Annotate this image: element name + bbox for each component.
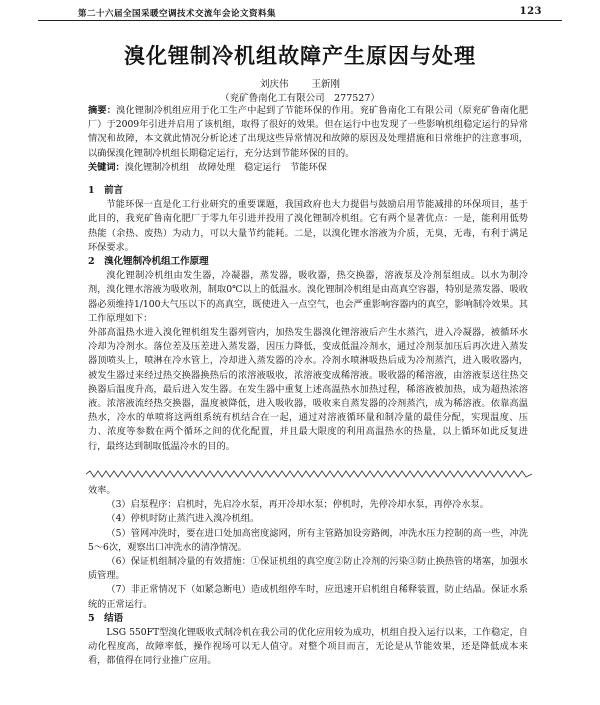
affiliation: （兖矿鲁南化工有限公司 277527） [220,93,380,104]
author-name: 王新刚 [311,79,341,90]
section-heading: 5 结语 [88,612,124,624]
section-heading: 1 前言 [88,185,124,196]
paragraph: 外部高温热水进入溴化锂机组发生器列管内，加热发生器溴化锂溶液后产生水蒸汽，进入冷凝器，被循环水冷却为冷剂水。落位差及压差进入蒸发器，因压力降低，变成低温冷剂水，通过冷剂泵加压后再次进入蒸发器顶喷头上，喷淋在冷水管上，冷却进入蒸发器的冷水。冷剂水喷淋吸热后成为冷剂蒸汽，进入吸收器内，被发生器过来经过热交换器换热后的浓溶液吸收，浓溶液变成稀溶液。吸收器的稀溶液，由溶液泵送往热交换器后温度升高，最后进入发生器。在发生器中重复上述高温热水加热过程，稀溶液被加热，成为超热浓溶液。浓溶液流经热交换器，温度被降低，进入吸收器，吸收来自蒸发器的冷剂蒸汽，成为稀溶液。依靠高温热水，冷水的单喷将这两组系统有机结合在一起，通过对溶液循环量和制冷量的最佳分配，实现温度、压力、浓度等参数在两个循环之间的优化配置，并且最大限度的利用高温热水的热量，以上循环如此反复进行，最终达到制取低温冷水的目的。 [88,327,528,452]
author-name: 刘庆伟 [259,79,289,90]
running-title: 第二十六届全国采暖空调技术交流年会论文资料集 [78,9,277,19]
body-tail [88,484,528,669]
paragraph: 溴化锂制冷机组由发生器，冷凝器，蒸发器，吸收器，热交换器，溶液泵及冷剂泵组成。以水为制冷剂，溴化锂水溶液为吸收剂，制取0℃以上的低温水。溴化锂制冷机组是由高真空容器，特别是蒸发器、吸收器必须维持1/100大气压以下的高真空，既使进入一点空气，也会严重影响容器内的真空，影响制冷效果。其工作原理如下： [88,270,528,324]
list-item: （3）启泵程序：启机时，先启冷水泵，再开冷却水泵；停机时，先停冷却水泵，再停冷水泵。 [106,499,489,511]
keywords-text: 溴化锂制冷机组 故障处理 稳定运行 节能环保 [124,162,327,173]
list-item: （4）停机时防止蒸汽进入溴冷机组。 [106,513,260,525]
paragraph: 效率。 [88,485,116,496]
authors [0,76,600,90]
paragraph: 节能环保一直是化工行业研究的重要课题，我国政府也大力提倡与鼓励启用节能减排的环保项目，基于此目的，我兖矿鲁南化肥厂于零九年引进并投用了溴化锂制冷机组。它有两个显著优点：一是，能利用低势热能（余热、废热）为动力，可以大量节约能耗。二是，以溴化锂水溶液为介质，无臭，无毒，有利于满足环保要求。 [88,199,528,253]
list-item: （5）管网冲洗时，要在进口处加高密度滤网，所有主管路加设旁路阀，冲洗水压力控制的高一些，冲洗5～6次，观察出口冲洗水的清净情况。 [88,527,528,553]
abstract [88,104,528,161]
running-header [38,6,562,21]
page-break-divider [86,470,532,478]
paper-title: 溴化锂制冷机组故障产生原因与处理 [124,43,476,68]
body-main [88,184,528,454]
abstract-label: 摘要： [88,105,117,116]
page-number: 123 [519,6,542,17]
abstract-text: 溴化锂制冷机组应用于化工生产中起到了节能环保的作用。兖矿鲁南化工有限公司（原兖矿鲁南化肥厂）于2009年引进并启用了该机组，取得了很好的效果。但在运行中也发现了一些影响机组稳定运行的异常情况和故障，本文就此情况分析论述了出现这些异常情况和故障的原因及处理措施和日常维护的注意事项，以确保溴化锂制冷机组长期稳定运行，充分达到节能环保的目的。 [88,105,529,159]
paragraph: LSG 550FT型溴化锂吸收式制冷机在我公司的优化应用较为成功，机组自投入运行以来，工作稳定，自动化程度高，故障率低，操作视场可以无人值守。对整个项目而言，无论是从节能效果，还是降低成本来看，都值得在同行业推广应用。 [88,627,528,667]
keywords-label: 关键词： [88,162,125,173]
list-item: （7）非正常情况下（如紧急断电）造成机组停车时，应迅速开启机组自稀释装置，防止结晶。保证水系统的正常运行。 [88,584,528,610]
list-item: （6）保证机组制冷量的有效措施：①保证机组的真空度②防止冷剂的污染③防止换热管的堵塞，加强水质管理。 [88,556,528,582]
section-heading: 2 溴化锂制冷机组工作原理 [88,256,209,268]
keywords [88,161,528,175]
